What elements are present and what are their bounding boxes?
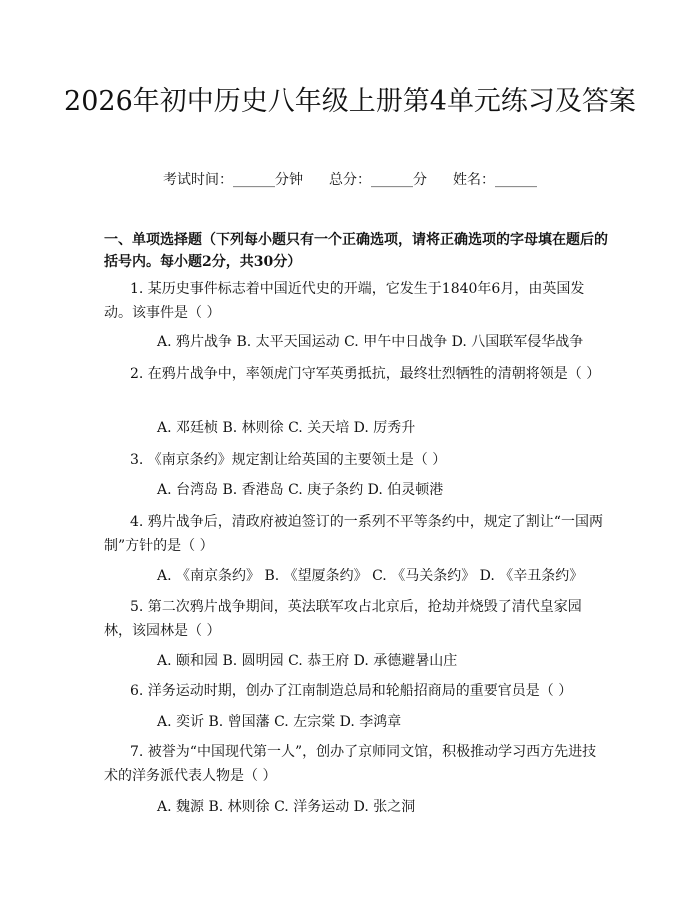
question-4-options: A. 《南京条约》 B. 《望厦条约》 C. 《马关条约》 D. 《辛丑条约》 xyxy=(157,568,584,584)
student-name-label: 姓名：______ xyxy=(453,172,537,188)
section-heading: 一、单项选择题（下列每小题只有一个正确选项，请将正确选项的字母填在题后的括号内。每小题2分，共30分） xyxy=(104,232,608,270)
question-2: 2. 在鸦片战争中，率领虎门守军英勇抵抗，最终壮烈牺牲的清朝将领是（ ） xyxy=(130,366,601,382)
question-6-options: A. 奕䜣 B. 曾国藩 C. 左宗棠 D. 李鸿章 xyxy=(157,714,402,730)
question-5: 5. 第二次鸦片战争期间，英法联军攻占北京后，抢劫并烧毁了清代皇家园林，该园林是（ ） xyxy=(104,599,582,639)
question-6: 6. 洋务运动时期，创办了江南制造总局和轮船招商局的重要官员是（ ） xyxy=(130,683,573,699)
question-1-options: A. 鸦片战争 B. 太平天国运动 C. 甲午中日战争 D. 八国联军侵华战争 xyxy=(157,334,584,350)
question-5-options: A. 颐和园 B. 圆明园 C. 恭王府 D. 承德避暑山庄 xyxy=(157,653,458,669)
question-2-options: A. 邓廷桢 B. 林则徐 C. 关天培 D. 厉秀升 xyxy=(157,420,416,436)
question-4: 4. 鸦片战争后，清政府被迫签订的一系列不平等条约中，规定了割让“一国两制”方针的是（ ） xyxy=(104,514,603,554)
question-1: 1. 某历史事件标志着中国近代史的开端，它发生于1840年6月，由英国发动。该事件是（ ） xyxy=(104,281,585,321)
exam-time-label: 考试时间：______分钟 xyxy=(163,172,303,188)
question-3: 3. 《南京条约》规定割让给英国的主要领土是（ ） xyxy=(130,452,447,468)
exam-meta xyxy=(0,170,700,190)
question-3-options: A. 台湾岛 B. 香港岛 C. 庚子条约 D. 伯灵顿港 xyxy=(157,482,444,498)
document-title: 2026年初中历史八年级上册第4单元练习及答案 xyxy=(64,86,636,117)
question-7-options: A. 魏源 B. 林则徐 C. 洋务运动 D. 张之洞 xyxy=(157,799,416,815)
total-score-label: 总分：______分 xyxy=(329,172,427,188)
question-7: 7. 被誉为“中国现代第一人”，创办了京师同文馆，积极推动学习西方先进技术的洋务派代表人物是（ ） xyxy=(104,744,597,784)
